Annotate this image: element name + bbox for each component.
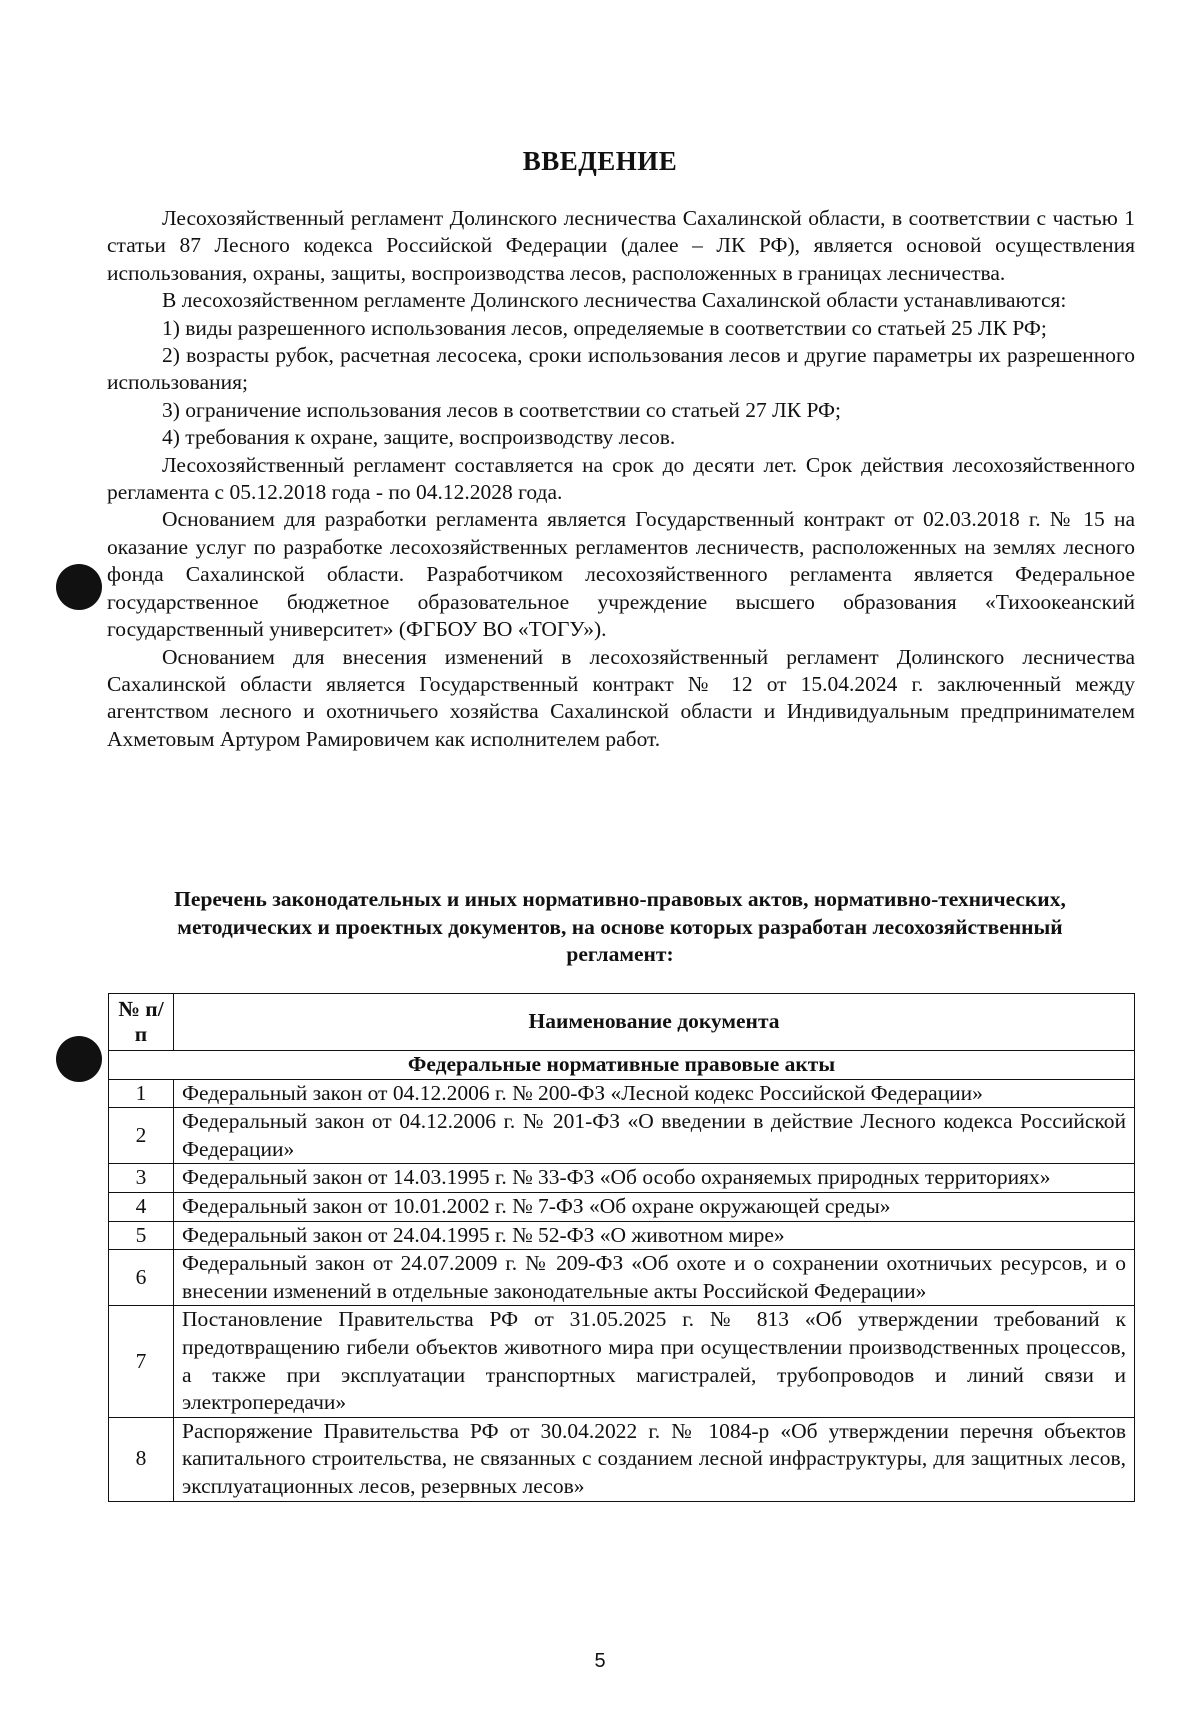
list-heading: Перечень законодательных и иных нормативно-правовых актов, нормативно-технических, методических и проектных документов, на основе которых разработан лесохозяйственный регламент: bbox=[174, 887, 1066, 966]
list-item: 2) возрасты рубок, расчетная лесосека, сроки использования лесов и другие параметры их разрешенного использования; bbox=[107, 343, 1135, 395]
column-header-number: № п/п bbox=[109, 994, 174, 1051]
document-name: Федеральный закон от 04.12.2006 г. № 201-ФЗ «О введении в действие Лесного кодекса Российской Федерации» bbox=[174, 1108, 1135, 1164]
paragraph: Лесохозяйственный регламент составляется на срок до десяти лет. Срок действия лесохозяйственного регламента с 05.12.2018 года - по 04.12.2028 года. bbox=[107, 452, 1135, 505]
table-row bbox=[109, 1192, 1135, 1221]
document-name: Федеральный закон от 10.01.2002 г. № 7-ФЗ «Об охране окружающей среды» bbox=[174, 1192, 1135, 1221]
row-number: 5 bbox=[109, 1221, 174, 1250]
row-number: 8 bbox=[109, 1417, 174, 1501]
document-name: Федеральный закон от 14.03.1995 г. № 33-ФЗ «Об особо охраняемых природных территориях» bbox=[174, 1164, 1135, 1193]
paragraph: Основанием для разработки регламента является Государственный контракт от 02.03.2018 г. № 15 на оказание услуг по разработке лесохозяйственных регламентов лесничеств, расположенных на землях лесного фонда Сахалинской области. Разработчиком лесохозяйственного регламента является Федеральное государственное бюджетное образовательное учреждение высшего образования «Тихоокеанский государственный университет» (ФГБОУ ВО «ТОГУ»). bbox=[107, 507, 1135, 642]
paragraph: В лесохозяйственном регламенте Долинского лесничества Сахалинской области устанавливаются: bbox=[162, 288, 1067, 313]
paragraph: Основанием для внесения изменений в лесохозяйственный регламент Долинского лесничества Сахалинской области является Государственный контракт № 12 от 15.04.2024 г. заключенный между агентством лесного и охотничьего хозяйства Сахалинской области и Индивидуальным предпринимателем Ахметовым Артуром Рамировичем как исполнителем работ. bbox=[107, 644, 1135, 751]
list-item: 3) ограничение использования лесов в соответствии со статьей 27 ЛК РФ; bbox=[162, 397, 842, 422]
table-section-row bbox=[109, 1051, 1135, 1080]
list-item: 4) требования к охране, защите, воспроизводству лесов. bbox=[162, 425, 676, 450]
row-number: 4 bbox=[109, 1192, 174, 1221]
section-title: Федеральные нормативные правовые акты bbox=[109, 1051, 1135, 1080]
page-title: ВВЕДЕНИЕ bbox=[522, 146, 678, 176]
page-number: 5 bbox=[594, 1650, 606, 1672]
column-header-name: Наименование документа bbox=[174, 994, 1135, 1051]
punch-hole-mark bbox=[56, 564, 102, 610]
table-row bbox=[109, 1306, 1135, 1417]
table-header-row bbox=[109, 994, 1135, 1051]
row-number: 2 bbox=[109, 1108, 174, 1164]
table-row bbox=[109, 1250, 1135, 1306]
documents-table bbox=[108, 993, 1135, 1502]
list-item: 1) виды разрешенного использования лесов, определяемые в соответствии со статьей 25 ЛК РФ; bbox=[162, 315, 1047, 340]
table-row bbox=[109, 1417, 1135, 1501]
document-name: Федеральный закон от 24.07.2009 г. № 209-ФЗ «Об охоте и о сохранении охотничьих ресурсов, и о внесении изменений в отдельные законодательные акты Российской Федерации» bbox=[174, 1250, 1135, 1306]
row-number: 3 bbox=[109, 1164, 174, 1193]
punch-hole-mark bbox=[56, 1036, 102, 1082]
row-number: 1 bbox=[109, 1079, 174, 1108]
row-number: 6 bbox=[109, 1250, 174, 1306]
paragraph: Лесохозяйственный регламент Долинского лесничества Сахалинской области, в соответствии с частью 1 статьи 87 Лесного кодекса Российской Федерации (далее – ЛК РФ), является основой осуществления использования, охраны, защиты, воспроизводства лесов, расположенных в границах лесничества. bbox=[107, 206, 1135, 285]
document-name: Постановление Правительства РФ от 31.05.2025 г. № 813 «Об утверждении требований к предотвращению гибели объектов животного мира при осуществлении производственных процессов, а также при эксплуатации транспортных магистралей, трубопроводов и линий связи и электропередачи» bbox=[174, 1306, 1135, 1417]
row-number: 7 bbox=[109, 1306, 174, 1417]
table-row bbox=[109, 1164, 1135, 1193]
document-name: Федеральный закон от 24.04.1995 г. № 52-ФЗ «О животном мире» bbox=[174, 1221, 1135, 1250]
table-row bbox=[109, 1079, 1135, 1108]
table-row bbox=[109, 1221, 1135, 1250]
introduction-body bbox=[107, 205, 1135, 753]
document-name: Федеральный закон от 04.12.2006 г. № 200-ФЗ «Лесной кодекс Российской Федерации» bbox=[174, 1079, 1135, 1108]
document-name: Распоряжение Правительства РФ от 30.04.2022 г. № 1084-р «Об утверждении перечня объектов капитального строительства, не связанных с созданием лесной инфраструктуры, для защитных лесов, эксплуатационных лесов, резервных лесов» bbox=[174, 1417, 1135, 1501]
table-row bbox=[109, 1108, 1135, 1164]
